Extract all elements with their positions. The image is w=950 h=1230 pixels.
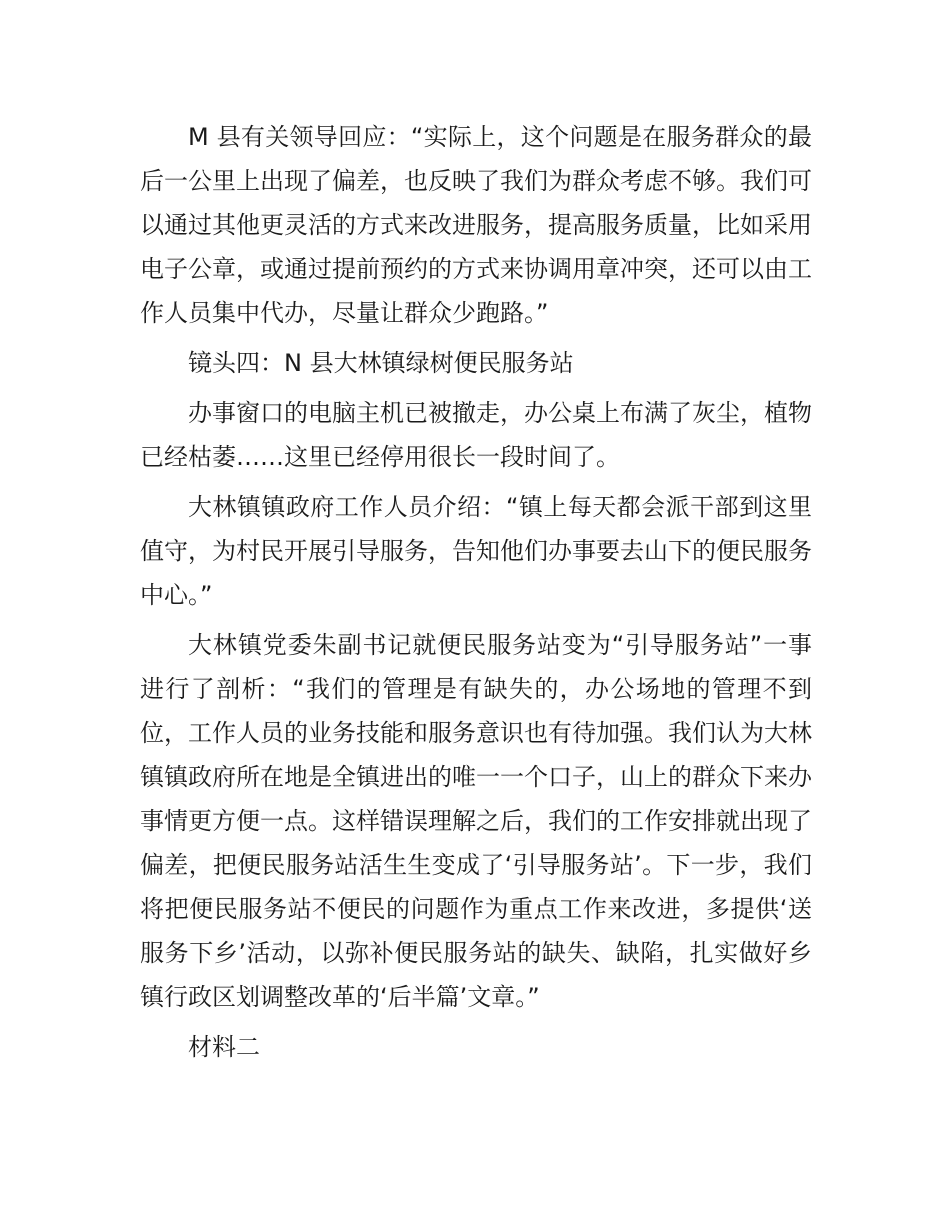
document-body [140,115,812,1075]
paragraph-secretary-analysis: 大林镇党委朱副书记就便民服务站变为“引导服务站”一事进行了剖析：“我们的管理是有缺失的，办公场地的管理不到位，工作人员的业务技能和服务意识也有待加强。我们认为大林镇镇政府所在地是全镇进出的唯一一个口子，山上的群众下来办事情更方便一点。这样错误理解之后，我们的工作安排就出现了偏差，把便民服务站活生生变成了‘引导服务站’。下一步，我们将把便民服务站不便民的问题作为重点工作来改进，多提供‘送服务下乡’活动，以弥补便民服务站的缺失、缺陷，扎实做好乡镇行政区划调整改革的‘后半篇’文章。” [140,631,812,1011]
paragraph-staff-introduction: 大林镇镇政府工作人员介绍：“镇上每天都会派干部到这里值守，为村民开展引导服务，告知他们办事要去山下的便民服务中心。” [140,493,812,609]
paragraph-scene-four-heading: 镜头四：N 县大林镇绿树便民服务站 [188,349,574,377]
paragraph-leader-response: M 县有关领导回应：“实际上，这个问题是在服务群众的最后一公里上出现了偏差，也反映了我们为群众考虑不够。我们可以通过其他更灵活的方式来改进服务，提高服务质量，比如采用电子公章，或通过提前预约的方式来协调用章冲突，还可以由工作人员集中代办，尽量让群众少跑路。” [140,123,812,327]
paragraph-material-two-heading: 材料二 [188,1033,260,1061]
paragraph-station-description: 办事窗口的电脑主机已被撤走，办公桌上布满了灰尘，植物已经枯萎……这里已经停用很长一段时间了。 [140,399,812,471]
